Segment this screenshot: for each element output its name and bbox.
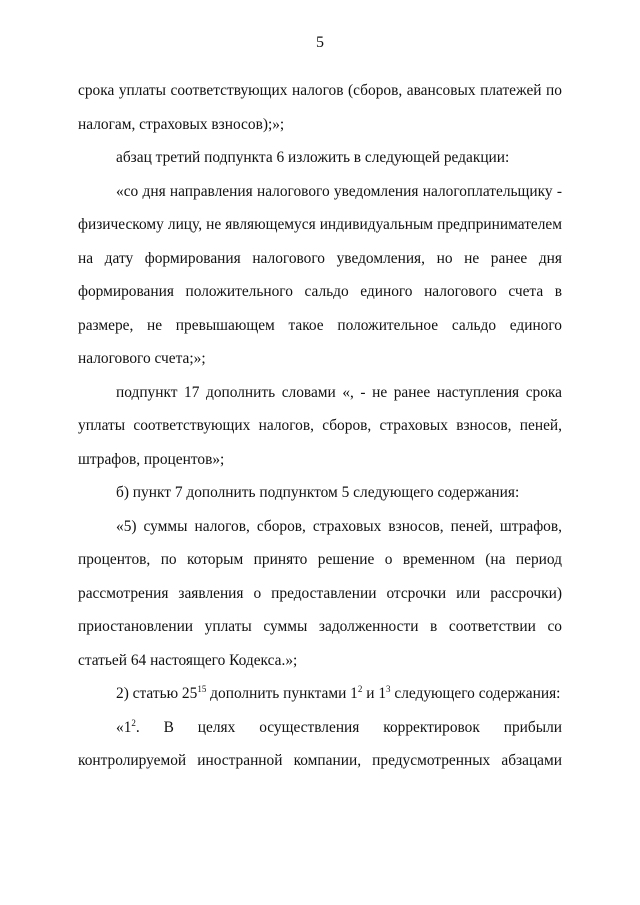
article-text-part2: дополнить пунктами 1 xyxy=(206,685,358,702)
item-text-part2: . В целях осуществления корректировок прибыли контролируемой иностранной компании, предусмотренных абзацами xyxy=(78,718,562,769)
article-superscript-15: 15 xyxy=(197,683,207,694)
item-superscript-2b: 2 xyxy=(131,717,136,728)
item-superscript-3: 3 xyxy=(386,683,391,694)
paragraph-notification-date-quote: «со дня направления налогового уведомления налогоплательщику - физическому лицу, не являющемуся индивидуальным предпринимателем на дату формирования налогового уведомления, но не ранее дня формирования положительного сальдо единого налогового счета в размере, не превышающем такое положительное сальдо единого налогового счета;»; xyxy=(78,182,562,367)
article-text-part1: 2) статью 25 xyxy=(116,685,198,702)
paragraph-subclause-17-addition: подпункт 17 дополнить словами «, - не ранее наступления срока уплаты соответствующих налогов, сборов, страховых взносов, пеней, штрафов, процентов»; xyxy=(78,383,562,468)
paragraph-article-25-15-amendment xyxy=(78,677,562,711)
paragraph-clause-7-addition: б) пункт 7 дополнить подпунктом 5 следующего содержания: xyxy=(116,484,520,501)
paragraph-subclause-6-intro: абзац третий подпункта 6 изложить в следующей редакции: xyxy=(116,149,510,166)
document-body xyxy=(78,74,562,778)
page-number: 5 xyxy=(316,34,324,51)
paragraph-item-5-quote: «5) суммы налогов, сборов, страховых взносов, пеней, штрафов, процентов, по которым принято решение о временном (на период рассмотрения заявления о предоставлении отсрочки или рассрочки) приостановлении уплаты суммы задолженности в соответствии со статьей 64 настоящего Кодекса.»; xyxy=(78,517,562,669)
item-superscript-2: 2 xyxy=(357,683,363,694)
article-text-part3: и 1 xyxy=(362,685,387,702)
paragraph-tax-payment-deadline: срока уплаты соответствующих налогов (сборов, авансовых платежей по налогам, страховых взносов);»; xyxy=(78,82,562,133)
item-text-part1: «1 xyxy=(116,718,132,736)
article-text-part4: следующего содержания: xyxy=(390,685,561,702)
paragraph-item-1-2-quote xyxy=(78,711,562,778)
